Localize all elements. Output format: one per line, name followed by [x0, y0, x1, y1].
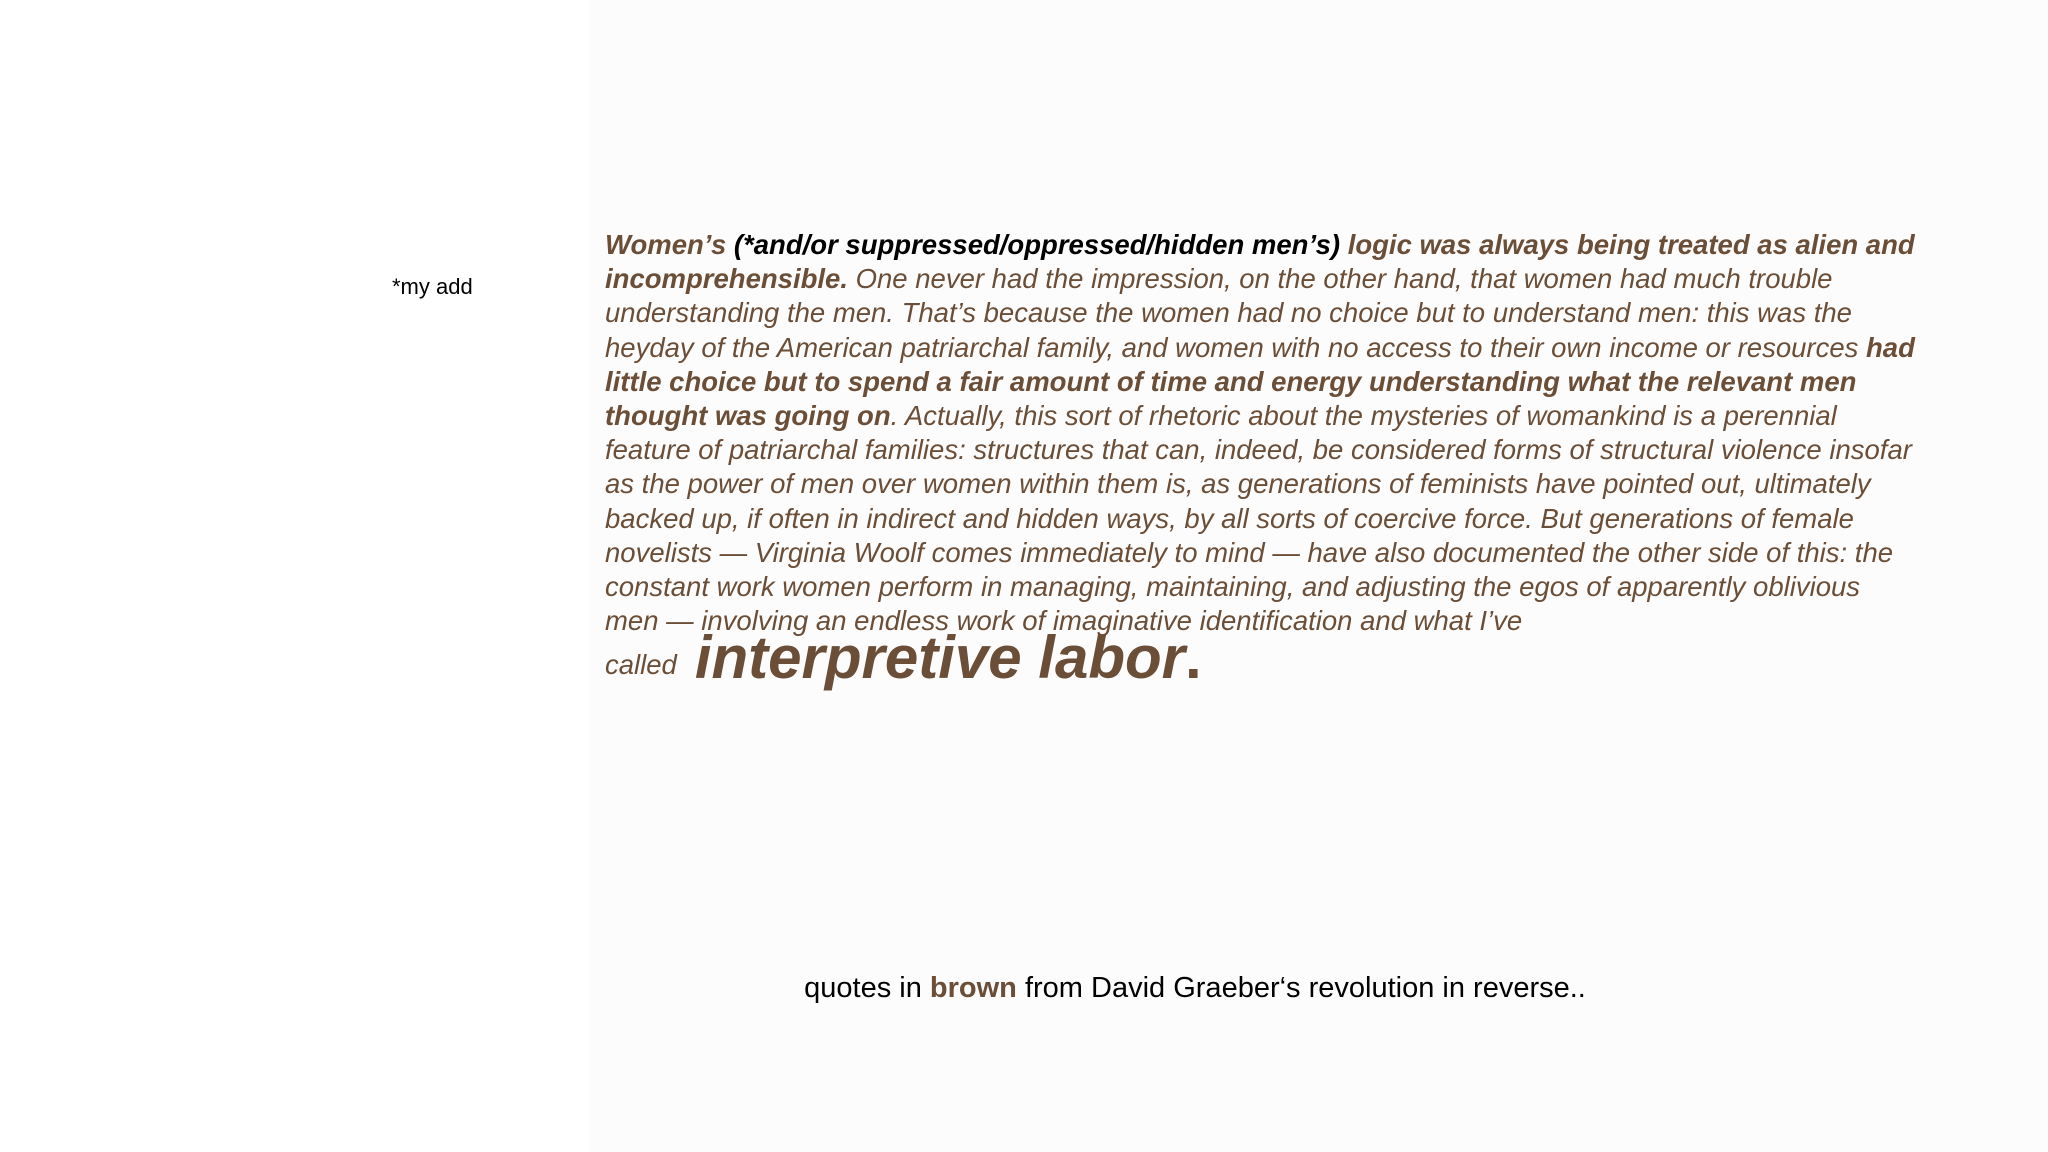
quote-logic-phrase: logic was always being treated as alien and incomprehensible. — [605, 229, 1915, 295]
quote-womens: Women’s — [605, 229, 727, 260]
caption-prefix: quotes in — [804, 972, 930, 1004]
quote-emphasis: interpretive labor — [694, 624, 1185, 692]
quote-text-2: . Actually, this sort of rhetoric about the mysteries of womankind is a perennial feature of patriarchal families: structures that can, indeed, be considered forms of structural violence insofar as the power of men over women within them is, as generations of feminists have pointed out, ultimately backed up, if often in indirect and hidden ways, by all sorts of coercive force. But generations of female novelists — Virginia Woolf comes immediately to mind — have also documented the other side of this: the constant work women perform in managing, maintaining, and adjusting the egos of apparently oblivious men — involving an endless work of imaginative identification and what I’ve called — [605, 400, 1912, 681]
quote-block — [605, 228, 1915, 692]
quote-text-1: One never had the impression, on the other hand, that women had much trouble understanding the men. That’s because the women had no choice but to understand men: this was the heyday of the American patriarchal family, and women with no access to their own income or resources — [605, 263, 1866, 363]
quote-bold-phrase: had little choice but to spend a fair amount of time and energy understanding what the relevant men thought was going on — [605, 331, 1915, 432]
quote-emphasis-period: . — [1185, 624, 1202, 692]
side-note: *my add — [392, 274, 473, 299]
caption-highlight: brown — [929, 972, 1017, 1004]
source-caption — [0, 972, 2048, 1005]
quote-annotation: (*and/or suppressed/oppressed/hidden men’s) — [726, 229, 1348, 260]
caption-suffix: from David Graeber‘s revolution in reverse.. — [1016, 972, 1586, 1004]
